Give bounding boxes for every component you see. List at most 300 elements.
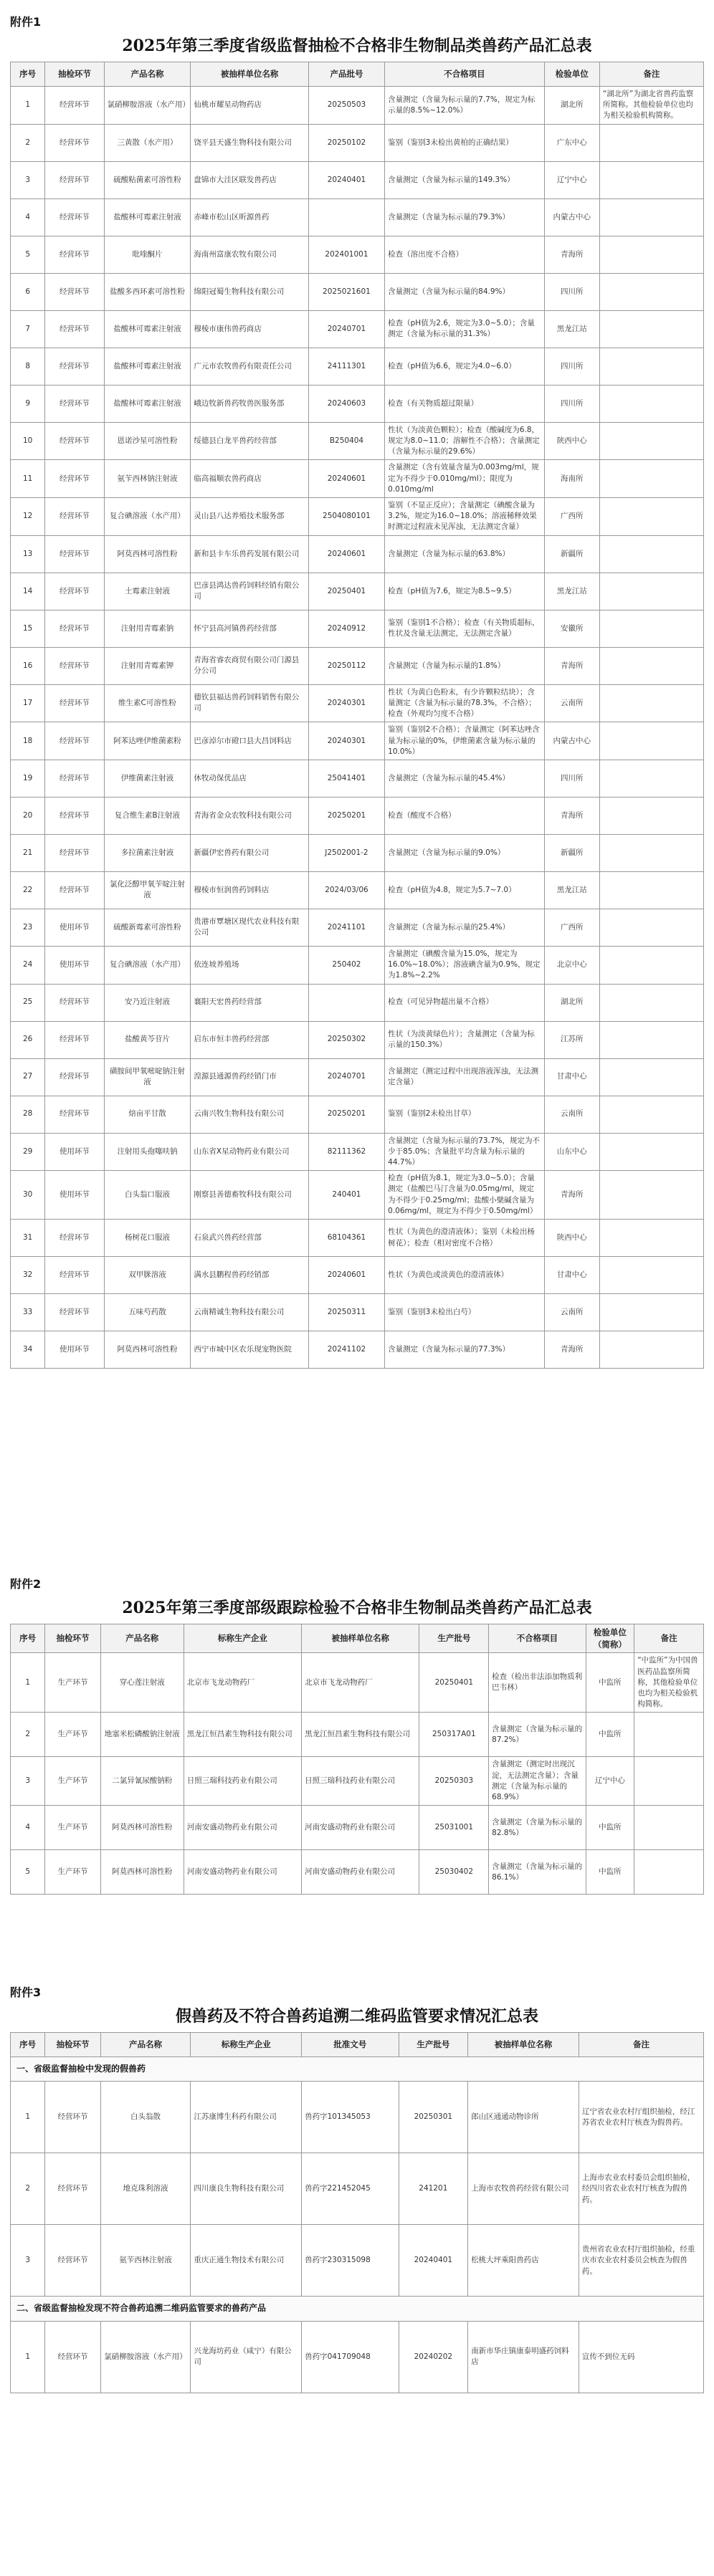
column-header: 备注: [634, 1624, 704, 1653]
table-cell: 四川所: [544, 273, 599, 310]
table-cell: 经营环节: [45, 348, 104, 385]
table-cell: 峨边牧新兽药牧兽医服务部: [191, 385, 308, 422]
table-cell: 2024/03/06: [308, 871, 384, 909]
table-cell: 杨树花口服液: [104, 1220, 191, 1257]
table-row: [11, 909, 704, 946]
table-cell: 青海所: [544, 1171, 599, 1220]
table-cell: 经营环节: [45, 310, 104, 348]
table-row: [11, 161, 704, 198]
table-cell: 鉴别（鉴别3未检出黄柏的正确结果）: [385, 124, 544, 161]
table-row: [11, 1806, 704, 1850]
table-cell: 经营环节: [45, 161, 104, 198]
table-cell: 中监所: [586, 1653, 634, 1713]
table-cell: 10: [11, 422, 45, 460]
table-cell: [599, 497, 703, 535]
table-cell: 河南安盛动物药业有限公司: [302, 1806, 419, 1850]
table-cell: 氯化泛醇甲氧苄啶注射液: [104, 871, 191, 909]
column-header: 产品名称: [104, 62, 191, 87]
table-cell: 经营环节: [45, 422, 104, 460]
column-header: 生产批号: [419, 1624, 489, 1653]
table-cell: [599, 198, 703, 236]
table-cell: 辽宁省农业农村厅组织抽检，经江苏省农业农村厅核查为假兽药。: [579, 2082, 703, 2153]
table-cell: 新疆所: [544, 535, 599, 573]
appendix-3-title: 假兽药及不符合兽药追溯二维码监管要求情况汇总表: [175, 2007, 538, 2026]
table-cell: 性状（为淡黄绿色片）；含量测定（含量为标示量的150.3%）: [385, 1021, 544, 1058]
table-cell: 鉴别（鉴别2未检出甘草）: [385, 1096, 544, 1133]
table-cell: 经营环节: [45, 2225, 100, 2297]
table-cell: 经营环节: [45, 497, 104, 535]
appendix-3-label: 附件3: [10, 1986, 42, 1999]
table-cell: 生产环节: [45, 1806, 100, 1850]
table-cell: 盘锦市大洼区联发兽药店: [191, 161, 308, 198]
table-cell: 青海省睿农商贸有限公司门源县分公司: [191, 647, 308, 684]
table-cell: 新疆伊宏兽药有限公司: [191, 834, 308, 871]
table-cell: [599, 1058, 703, 1096]
table-row: [11, 236, 704, 273]
table-row: [11, 385, 704, 422]
table-cell: 性状（为黄白色粉末，有少许颗粒结块）；含量测定（含量为标示量的78.3%，不合格）；检查（外观均匀度不合格）: [385, 684, 544, 722]
table-cell: 性状（为黄色或淡黄色的澄清液体）: [385, 1257, 544, 1294]
table-cell: [599, 1171, 703, 1220]
table-cell: 含量测定（含量为标示量的84.9%）: [385, 273, 544, 310]
table-cell: 9: [11, 385, 45, 422]
table-row: [11, 1171, 704, 1220]
table-cell: 性状（为黄色的澄清液体）；鉴别（未检出杨树花）；检查（相对密度不合格）: [385, 1220, 544, 1257]
table-header-row: [11, 1624, 704, 1653]
table-cell: 白头翁口服液: [104, 1171, 191, 1220]
table-cell: 20240601: [308, 1257, 384, 1294]
column-header: 不合格项目: [489, 1624, 586, 1653]
table-cell: 刚察县善德畜牧科技有限公司: [191, 1171, 308, 1220]
table-cell: 青海所: [544, 797, 599, 834]
table-cell: 5: [11, 236, 45, 273]
table-cell: 兽药字221452045: [302, 2153, 399, 2225]
table-cell: 经营环节: [45, 273, 104, 310]
table-cell: 内蒙古中心: [544, 198, 599, 236]
column-header: 不合格项目: [385, 62, 544, 87]
table-cell: 江苏康博生科药有限公司: [191, 2082, 302, 2153]
table-cell: 使用环节: [45, 946, 104, 984]
table-cell: 青海所: [544, 1331, 599, 1369]
table-cell: 检查（pH值为4.8，规定为5.7~7.0）: [385, 871, 544, 909]
table-cell: 赤峰市松山区昕源兽药: [191, 198, 308, 236]
table-cell: 3: [11, 1757, 45, 1806]
table-cell: 阿莫西林可溶性粉: [100, 1806, 184, 1850]
table-cell: J2502001-2: [308, 834, 384, 871]
table-cell: 盐酸林可霉素注射液: [104, 348, 191, 385]
table-cell: 北京市飞龙动物药厂: [302, 1653, 419, 1713]
table-cell: 日照三瑞科技药业有限公司: [302, 1757, 419, 1806]
table-cell: [599, 1294, 703, 1331]
column-header: 标称生产企业: [184, 1624, 301, 1653]
table-cell: 云南所: [544, 1096, 599, 1133]
table-cell: 内蒙古中心: [544, 722, 599, 760]
table-cell: 经营环节: [45, 984, 104, 1021]
table-cell: 26: [11, 1021, 45, 1058]
table-cell: 16: [11, 647, 45, 684]
table-row: [11, 984, 704, 1021]
table-cell: 20250401: [419, 1653, 489, 1713]
table-cell: 20240701: [308, 310, 384, 348]
table-cell: 20240912: [308, 610, 384, 647]
table-cell: 检查（有关物质超过限量）: [385, 385, 544, 422]
column-header: 序号: [11, 1624, 45, 1653]
table-cell: 巴彦淖尔市磴口县大昌饲料店: [191, 722, 308, 760]
table-cell: 阿莫西林可溶性粉: [104, 1331, 191, 1369]
table-cell: [599, 797, 703, 834]
table-cell: [599, 984, 703, 1021]
table-cell: [599, 236, 703, 273]
table-cell: 使用环节: [45, 1171, 104, 1220]
column-header: 被抽样单位名称: [468, 2033, 579, 2057]
table-cell: 8: [11, 348, 45, 385]
table-row: [11, 1096, 704, 1133]
table-cell: 辽宁中心: [586, 1757, 634, 1806]
table-cell: 土霉素注射液: [104, 573, 191, 610]
table-cell: 25041401: [308, 760, 384, 797]
table-cell: 灵山县八达养殖技术服务部: [191, 497, 308, 535]
table-cell: 含量测定（含量为标示量的1.8%）: [385, 647, 544, 684]
table-cell: 重庆正通生物技术有限公司: [191, 2225, 302, 2297]
table-cell: 襄阳天宏兽药经营部: [191, 984, 308, 1021]
table-cell: 生产环节: [45, 1850, 100, 1895]
table-cell: 4: [11, 198, 45, 236]
table-cell: 硫酸新霉素可溶性粉: [104, 909, 191, 946]
table-cell: 含量测定（含量为标示量的7.7%，规定为标示量的8.5%~12.0%）: [385, 87, 544, 125]
table-cell: [599, 1331, 703, 1369]
table-cell: 甘肃中心: [544, 1257, 599, 1294]
table-cell: 34: [11, 1331, 45, 1369]
table-cell: [599, 348, 703, 385]
table-cell: 经营环节: [45, 460, 104, 498]
table-cell: [599, 647, 703, 684]
column-header: 被抽样单位名称: [191, 62, 308, 87]
table-cell: 1: [11, 1653, 45, 1713]
table-cell: [599, 1257, 703, 1294]
table-cell: 29: [11, 1133, 45, 1171]
group-header-row: [11, 2057, 704, 2082]
table-row: [11, 760, 704, 797]
table-header-row: [11, 62, 704, 87]
table-cell: 上海市农业农村委员会组织抽检，经四川省农业农村厅核查为假兽药。: [579, 2153, 703, 2225]
table-row: [11, 1331, 704, 1369]
table-cell: 含量测定（含量为标示量的63.8%）: [385, 535, 544, 573]
table-cell: 兽药字041709048: [302, 2321, 399, 2393]
table-cell: 使用环节: [45, 909, 104, 946]
table-cell: 30: [11, 1171, 45, 1220]
appendix-2-label: 附件2: [10, 1577, 42, 1591]
table-cell: 鉴别（不显正反应）；含量测定（碘酸含量为3.2%，规定为16.0~18.0%；溶液稀释效果时测定过程液未见浑浊，无法测定含量）: [385, 497, 544, 535]
table-cell: [599, 684, 703, 722]
table-cell: 甘肃中心: [544, 1058, 599, 1096]
table-cell: 7: [11, 310, 45, 348]
table-cell: 仙桃市耀星动物药店: [191, 87, 308, 125]
table-cell: 氨苄西林钠注射液: [104, 460, 191, 498]
table-row: [11, 871, 704, 909]
table-cell: 27: [11, 1058, 45, 1096]
table-row: [11, 684, 704, 722]
table-cell: 241201: [399, 2153, 468, 2225]
table-cell: 经营环节: [45, 2321, 100, 2393]
table-row: [11, 348, 704, 385]
table-cell: 郎山区通通动物诊所: [468, 2082, 579, 2153]
table-row: [11, 2082, 704, 2153]
column-header: 产品名称: [100, 1624, 184, 1653]
table-cell: 广东中心: [544, 124, 599, 161]
table-cell: 德钦县福达兽药饲料销售有限公司: [191, 684, 308, 722]
table-cell: 山东中心: [544, 1133, 599, 1171]
table-cell: 82111362: [308, 1133, 384, 1171]
table-cell: 20240601: [308, 535, 384, 573]
table-cell: 20240401: [399, 2225, 468, 2297]
table-cell: 20250503: [308, 87, 384, 125]
table-row: [11, 2321, 704, 2393]
table-cell: 经营环节: [45, 1096, 104, 1133]
table-cell: 含量测定（含量为标示量的25.4%）: [385, 909, 544, 946]
table-cell: 含量测定（含量为标示量的45.4%）: [385, 760, 544, 797]
table-cell: 盐酸林可霉素注射液: [104, 385, 191, 422]
table-cell: 阿莫西林可溶性粉: [100, 1850, 184, 1895]
table-cell: 四川所: [544, 385, 599, 422]
table-cell: 6: [11, 273, 45, 310]
table-cell: 20250102: [308, 124, 384, 161]
table-cell: 四川所: [544, 348, 599, 385]
table-row: [11, 1850, 704, 1895]
table-cell: 32: [11, 1257, 45, 1294]
table-cell: 黑龙江站: [544, 310, 599, 348]
table-cell: 21: [11, 834, 45, 871]
table-cell: 检查（pH值为8.1，规定为3.0~5.0）；含量测定（盐酸巴马汀含量为0.05mg/ml，规定为不得少于0.25mg/ml；盐酸小檗碱含量为0.06mg/ml，规定为不得少于0.50mg/ml）: [385, 1171, 544, 1220]
table-cell: 新疆所: [544, 834, 599, 871]
table-cell: 经营环节: [45, 647, 104, 684]
column-header: 被抽样单位名称: [302, 1624, 419, 1653]
table-cell: 检查（检出非法添加物质利巴韦林）: [489, 1653, 586, 1713]
table-cell: 穿心莲注射液: [100, 1653, 184, 1713]
table-cell: [599, 946, 703, 984]
table-cell: [599, 1096, 703, 1133]
table-cell: 黑龙江站: [544, 871, 599, 909]
table-cell: 含量测定（含量为标示量的149.3%）: [385, 161, 544, 198]
table-cell: 鉴别（鉴别2不合格）；含量测定（阿苯达唑含量为标示量的0%，伊维菌素含量为标示量的10.0%）: [385, 722, 544, 760]
table-cell: 注射用青霉素钾: [104, 647, 191, 684]
appendix-1-label: 附件1: [10, 15, 42, 29]
table-cell: 3: [11, 2225, 45, 2297]
table-cell: 兽药字230315098: [302, 2225, 399, 2297]
table-cell: 复合维生素B注射液: [104, 797, 191, 834]
table-cell: 经营环节: [45, 684, 104, 722]
table-row: [11, 1713, 704, 1757]
table-cell: 四川康良生物科技有限公司: [191, 2153, 302, 2225]
table-cell: 怀宁县高河镇兽药经营部: [191, 610, 308, 647]
table-cell: 1: [11, 87, 45, 125]
table-cell: 20240701: [308, 1058, 384, 1096]
table-row: [11, 198, 704, 236]
table-cell: 安徽所: [544, 610, 599, 647]
table-cell: [599, 573, 703, 610]
table-cell: 吡喹酮片: [104, 236, 191, 273]
column-header: 备注: [599, 62, 703, 87]
table-cell: 28: [11, 1096, 45, 1133]
table-cell: 满水县鹏程兽药经销部: [191, 1257, 308, 1294]
table-cell: 20240301: [308, 684, 384, 722]
table-cell: 17: [11, 684, 45, 722]
table-cell: 双甲脒溶液: [104, 1257, 191, 1294]
table-cell: 22: [11, 871, 45, 909]
table-cell: 检查（pH值为6.6，规定为4.0~6.0）: [385, 348, 544, 385]
table-row: [11, 610, 704, 647]
column-header: 抽检环节: [45, 2033, 100, 2057]
table-cell: 20240301: [308, 722, 384, 760]
table-cell: [599, 385, 703, 422]
table-row: [11, 1058, 704, 1096]
table-row: [11, 497, 704, 535]
table-cell: 25: [11, 984, 45, 1021]
table-cell: 黑龙江恒昌素生物科技有限公司: [184, 1713, 301, 1757]
table-cell: 20250311: [308, 1294, 384, 1331]
table-row: [11, 2153, 704, 2225]
table-cell: 注射用头孢噻呋钠: [104, 1133, 191, 1171]
table-cell: 中监所: [586, 1850, 634, 1895]
table-cell: 启东市恒丰兽药经营部: [191, 1021, 308, 1058]
table-cell: 黑龙江恒昌素生物科技有限公司: [302, 1713, 419, 1757]
table-row: [11, 834, 704, 871]
table-cell: 经营环节: [45, 834, 104, 871]
table-cell: 石泉武兴兽药经营部: [191, 1220, 308, 1257]
table-row: [11, 1653, 704, 1713]
table-cell: 兴龙海坊药业（咸宁）有限公司: [191, 2321, 302, 2393]
table-row: [11, 797, 704, 834]
table-cell: 注射用青霉素钠: [104, 610, 191, 647]
table-cell: 云南所: [544, 684, 599, 722]
table-cell: 盐酸林可霉素注射液: [104, 198, 191, 236]
table-cell: 鉴别（鉴别3未检出白芍）: [385, 1294, 544, 1331]
table-cell: 20250301: [399, 2082, 468, 2153]
table-cell: 2025021601: [308, 273, 384, 310]
table-row: [11, 1757, 704, 1806]
table-cell: 68104361: [308, 1220, 384, 1257]
appendix-1-table: [10, 62, 704, 1369]
table-cell: 含量测定（含量为标示量的87.2%）: [489, 1713, 586, 1757]
table-cell: 绥德县白龙平兽药经营部: [191, 422, 308, 460]
table-cell: 穆棱市康伟兽药商店: [191, 310, 308, 348]
table-cell: 饶平县天盛生物科技有限公司: [191, 124, 308, 161]
table-cell: 含量测定（含量为标示量的9.0%）: [385, 834, 544, 871]
table-cell: 兽药字101345053: [302, 2082, 399, 2153]
table-cell: 中监所: [586, 1806, 634, 1850]
table-cell: 经营环节: [45, 1257, 104, 1294]
table-cell: 33: [11, 1294, 45, 1331]
table-cell: 地克珠利溶液: [100, 2153, 191, 2225]
table-cell: 经营环节: [45, 760, 104, 797]
table-cell: 巴彦县鸿达兽药饲料经销有限公司: [191, 573, 308, 610]
column-header: 检验单位（简称）: [586, 1624, 634, 1653]
table-cell: 硫酸粘菌素可溶性粉: [104, 161, 191, 198]
table-cell: 河南安盛动物药业有限公司: [302, 1850, 419, 1895]
table-cell: 生产环节: [45, 1757, 100, 1806]
column-header: 备注: [579, 2033, 703, 2057]
table-cell: 广西所: [544, 497, 599, 535]
table-cell: [599, 535, 703, 573]
table-cell: 松桃大坪乘阳兽药店: [468, 2225, 579, 2297]
table-cell: 磺胺间甲氧嘧啶钠注射液: [104, 1058, 191, 1096]
table-cell: 检查（pH值为7.6，规定为8.5~9.5）: [385, 573, 544, 610]
table-cell: 海南所: [544, 460, 599, 498]
table-cell: 湖北所: [544, 87, 599, 125]
table-row: [11, 422, 704, 460]
table-cell: 西宁市城中区农乐现宠物医院: [191, 1331, 308, 1369]
table-cell: “中监所”为中国兽医药品监察所简称，其他检验单位也均为相关检验机构简称。: [634, 1653, 704, 1713]
table-cell: 4: [11, 1806, 45, 1850]
table-cell: 复合碘溶液（水产用）: [104, 497, 191, 535]
table-cell: 穆棱市恒润兽药饲料店: [191, 871, 308, 909]
table-cell: 河南安盛动物药业有限公司: [184, 1850, 301, 1895]
table-cell: [599, 909, 703, 946]
table-cell: 经营环节: [45, 198, 104, 236]
table-row: [11, 1021, 704, 1058]
table-cell: 白头翁散: [100, 2082, 191, 2153]
table-cell: “湖北所”为湖北省兽药监察所简称。其他检验单位也均为相关检验机构简称。: [599, 87, 703, 125]
table-cell: 云南兴牧生物科技有限公司: [191, 1096, 308, 1133]
table-cell: 经营环节: [45, 2082, 100, 2153]
table-cell: [599, 310, 703, 348]
table-row: [11, 1294, 704, 1331]
table-cell: 焙亩平甘散: [104, 1096, 191, 1133]
table-cell: 18: [11, 722, 45, 760]
table-cell: 1: [11, 2082, 45, 2153]
table-cell: 氯硝柳胺溶液（水产用）: [104, 87, 191, 125]
table-row: [11, 310, 704, 348]
table-row: [11, 647, 704, 684]
column-header: 抽检环节: [45, 1624, 100, 1653]
table-cell: 北京中心: [544, 946, 599, 984]
table-cell: 19: [11, 760, 45, 797]
table-cell: 25030402: [419, 1850, 489, 1895]
table-cell: 盐酸林可霉素注射液: [104, 310, 191, 348]
table-cell: 2: [11, 2153, 45, 2225]
table-cell: 恩诺沙星可溶性粉: [104, 422, 191, 460]
table-cell: 250317A01: [419, 1713, 489, 1757]
table-cell: 含量测定（测定时出现沉淀，无法测定含量）；含量测定（含量为标示量的68.9%）: [489, 1757, 586, 1806]
table-cell: 含量测定（含有效量含量为0.003mg/ml，规定为不得少于0.010mg/ml）；限度为0.010mg/ml: [385, 460, 544, 498]
table-cell: 盐酸黄芩苷片: [104, 1021, 191, 1058]
table-cell: 20240202: [399, 2321, 468, 2393]
table-cell: 广西所: [544, 909, 599, 946]
table-row: [11, 1257, 704, 1294]
table-cell: [599, 124, 703, 161]
table-cell: 阿莫西林可溶性粉: [104, 535, 191, 573]
table-cell: 15: [11, 610, 45, 647]
table-cell: 含量测定（碘酸含量为15.0%，规定为16.0%~18.0%）；溶液碘含量为0.9%，规定为1.8%~2.2%: [385, 946, 544, 984]
table-cell: 3: [11, 161, 45, 198]
table-cell: 经营环节: [45, 1021, 104, 1058]
table-header-row: [11, 2033, 704, 2057]
table-cell: 贵港市覃塘区现代农业科技有限公司: [191, 909, 308, 946]
table-cell: 检查（可见异物超出量不合格）: [385, 984, 544, 1021]
table-cell: 黑龙江站: [544, 573, 599, 610]
appendix-1-title: 2025年第三季度省级监督抽检不合格非生物制品类兽药产品汇总表: [122, 37, 592, 55]
table-cell: 含量测定（含量为标示量的86.1%）: [489, 1850, 586, 1895]
table-cell: 江苏所: [544, 1021, 599, 1058]
table-cell: 四川所: [544, 760, 599, 797]
table-cell: 复合碘溶液（水产用）: [104, 946, 191, 984]
table-cell: 20250401: [308, 573, 384, 610]
table-cell: 经营环节: [45, 236, 104, 273]
table-cell: 二氯异氰尿酸钠粉: [100, 1757, 184, 1806]
table-cell: 鉴别（鉴别1不合格）；检查（有关物质超标，性状及含量无法测定，无法测定含量）: [385, 610, 544, 647]
column-header: 标称生产企业: [191, 2033, 302, 2057]
table-row: [11, 1220, 704, 1257]
appendix-3-section: [0, 1971, 714, 2576]
